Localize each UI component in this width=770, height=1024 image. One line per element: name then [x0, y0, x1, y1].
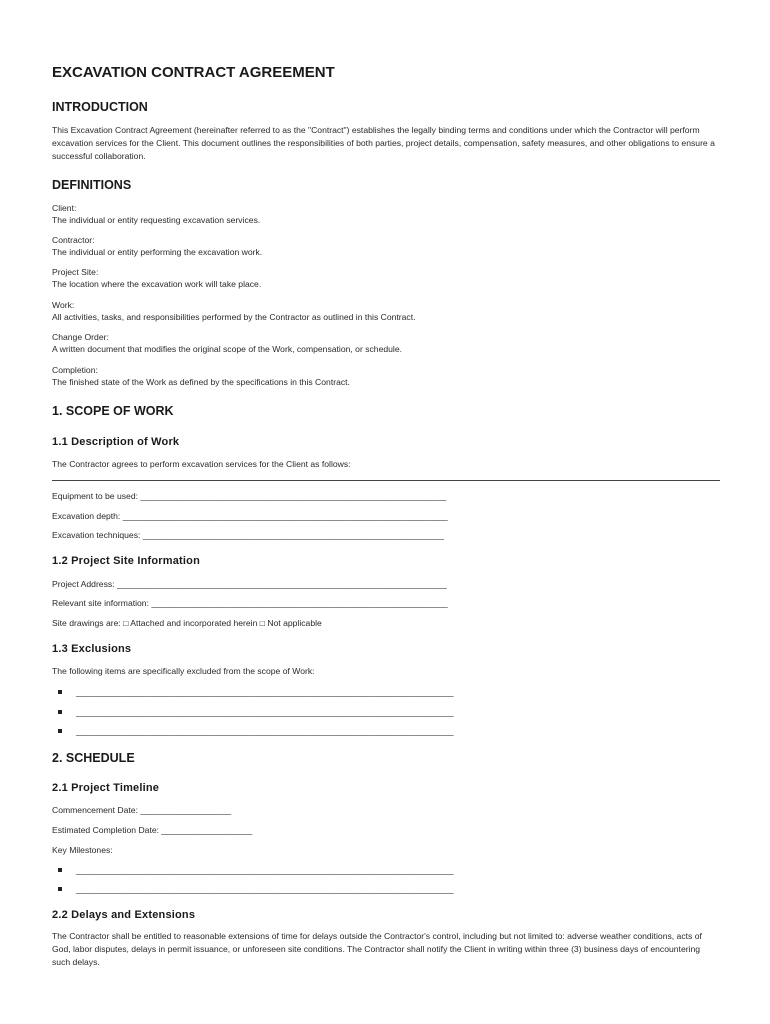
- list-item[interactable]: [58, 864, 454, 876]
- exclusion-blank: _______________________________________________________________________________: [76, 726, 454, 736]
- definition-item: [52, 234, 262, 258]
- definition-desc: The finished state of the Work as defined by the specifications in this Contract.: [52, 377, 350, 387]
- definitions-heading: DEFINITIONS: [52, 178, 132, 192]
- definition-term: Client:: [52, 203, 77, 213]
- milestone-blank: _______________________________________________________________________________: [76, 884, 454, 894]
- delays-heading: 2.2 Delays and Extensions: [52, 909, 196, 921]
- bullet-icon: [58, 868, 62, 872]
- techniques-field[interactable]: Excavation techniques: _______________________________________________________________: [52, 530, 444, 540]
- document-title: EXCAVATION CONTRACT AGREEMENT: [52, 64, 335, 81]
- list-item[interactable]: [58, 686, 454, 698]
- definition-item: [52, 266, 261, 290]
- definition-desc: All activities, tasks, and responsibilities performed by the Contractor as outlined in this Contract.: [52, 312, 416, 322]
- definition-term: Completion:: [52, 365, 98, 375]
- depth-field[interactable]: Excavation depth: ____________________________________________________________________: [52, 511, 448, 521]
- definition-desc: The location where the excavation work will take place.: [52, 279, 262, 289]
- bullet-icon: [58, 690, 62, 694]
- exclusion-blank: _______________________________________________________________________________: [76, 707, 454, 717]
- definition-desc: The individual or entity performing the excavation work.: [52, 247, 263, 257]
- delays-text: The Contractor shall be entitled to reasonable extensions of time for delays outside the Contractor's control, including but not limited to: adverse weather conditions, acts of God, labor disputes, delays in permit issuance, or unforeseen site conditions. The Contractor shall notify the Client in writing within three (3) business days of encountering such delays.: [52, 931, 702, 967]
- address-field[interactable]: Project Address: _____________________________________________________________________: [52, 579, 447, 589]
- timeline-heading: 2.1 Project Timeline: [52, 782, 160, 794]
- scope-heading: 1. SCOPE OF WORK: [52, 404, 174, 418]
- exclusions-intro: The following items are specifically excluded from the scope of Work:: [52, 666, 315, 676]
- bullet-icon: [58, 729, 62, 733]
- blank-line-rule: [52, 480, 720, 481]
- definition-term: Contractor:: [52, 235, 95, 245]
- definition-term: Change Order:: [52, 332, 109, 342]
- completion-field[interactable]: Estimated Completion Date: ___________________: [52, 825, 253, 835]
- list-item[interactable]: [58, 706, 454, 718]
- definition-item: [52, 299, 416, 323]
- milestones-label: Key Milestones:: [52, 845, 113, 855]
- description-intro: The Contractor agrees to perform excavation services for the Client as follows:: [52, 459, 351, 469]
- exclusions-heading: 1.3 Exclusions: [52, 643, 132, 655]
- definition-item: [52, 331, 402, 355]
- definition-term: Project Site:: [52, 267, 99, 277]
- site-heading: 1.2 Project Site Information: [52, 555, 201, 567]
- site-info-field[interactable]: Relevant site information: ______________________________________________________________: [52, 598, 448, 608]
- definition-desc: The individual or entity requesting excavation services.: [52, 215, 261, 225]
- definition-term: Work:: [52, 300, 75, 310]
- list-item[interactable]: [58, 883, 454, 895]
- equipment-field[interactable]: Equipment to be used: ________________________________________________________________: [52, 491, 447, 501]
- introduction-heading: INTRODUCTION: [52, 100, 148, 114]
- exclusion-blank: _______________________________________________________________________________: [76, 687, 454, 697]
- description-heading: 1.1 Description of Work: [52, 436, 180, 448]
- schedule-heading: 2. SCHEDULE: [52, 751, 135, 765]
- commencement-field[interactable]: Commencement Date: ___________________: [52, 805, 232, 815]
- bullet-icon: [58, 710, 62, 714]
- bullet-icon: [58, 887, 62, 891]
- site-drawings-options[interactable]: Site drawings are: □ Attached and incorporated herein □ Not applicable: [52, 618, 322, 628]
- milestone-blank: _______________________________________________________________________________: [76, 865, 454, 875]
- definition-desc: A written document that modifies the original scope of the Work, compensation, or schedule.: [52, 344, 402, 354]
- definition-item: [52, 202, 260, 226]
- introduction-text: This Excavation Contract Agreement (hereinafter referred to as the "Contract") establishes the legally binding terms and conditions under which the Contractor will perform excavation services for the Client. This document outlines the responsibilities of both parties, project details, compensation, safety measures, and other obligations to ensure a successful collaboration.: [52, 125, 715, 161]
- definition-item: [52, 364, 350, 388]
- list-item[interactable]: [58, 725, 454, 737]
